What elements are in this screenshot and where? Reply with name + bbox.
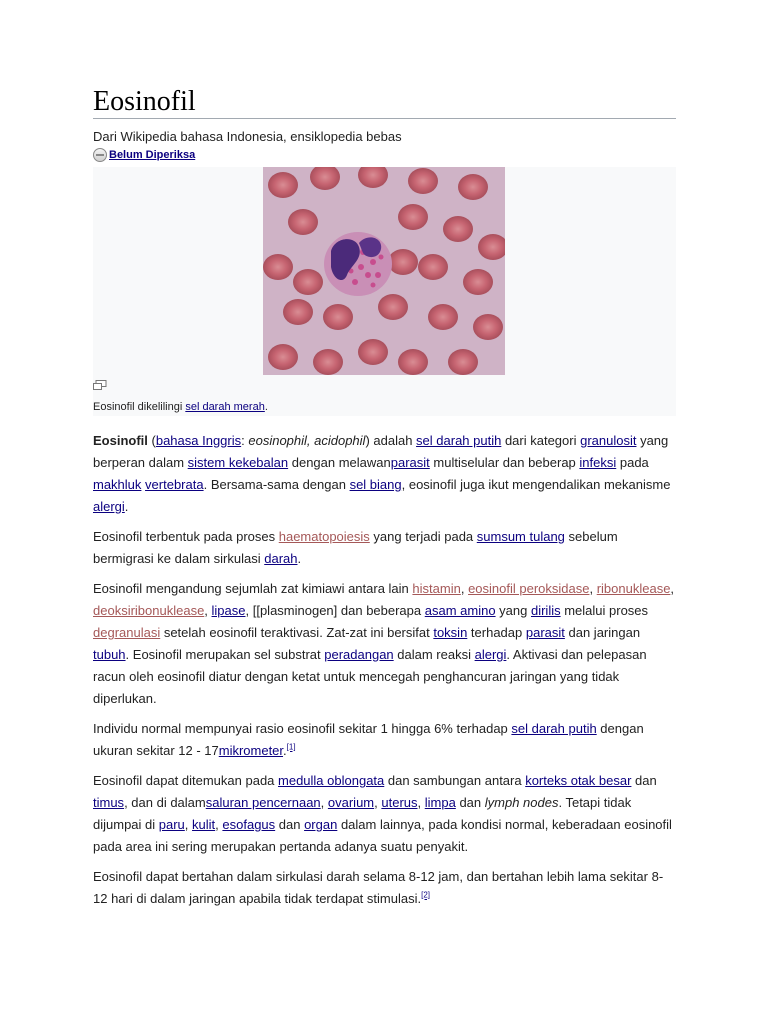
- text: .: [283, 743, 287, 758]
- link-saluran-pencernaan[interactable]: saluran pencernaan: [205, 795, 321, 810]
- red-blood-cell: [408, 168, 438, 194]
- link-lipase[interactable]: lipase: [211, 603, 246, 618]
- link-bahasa-inggris[interactable]: bahasa Inggris: [155, 433, 242, 448]
- term-italic: lymph nodes: [484, 795, 559, 810]
- text: ,: [670, 581, 675, 596]
- red-blood-cell: [358, 339, 388, 365]
- text: , eosinofil juga ikut mengendalikan mekanisme: [401, 477, 671, 492]
- link-toksin[interactable]: toksin: [433, 625, 468, 640]
- link-haematopoiesis[interactable]: haematopoiesis: [278, 529, 370, 544]
- text: ,: [417, 795, 425, 810]
- red-blood-cell: [268, 172, 298, 198]
- text: dalam reaksi: [393, 647, 475, 662]
- link-kulit[interactable]: kulit: [192, 817, 216, 832]
- caption-text: Eosinofil dikelilingi: [93, 401, 186, 413]
- red-blood-cell: [313, 349, 343, 375]
- text: dengan melawan: [288, 455, 391, 470]
- link-uterus[interactable]: uterus: [381, 795, 418, 810]
- article-body: [93, 430, 676, 910]
- link-limpa[interactable]: limpa: [424, 795, 456, 810]
- review-status-icon: [93, 148, 107, 162]
- link-peradangan[interactable]: peradangan: [324, 647, 394, 662]
- text: dan: [275, 817, 305, 832]
- link-dirilis[interactable]: dirilis: [530, 603, 561, 618]
- text: terhadap: [467, 625, 526, 640]
- text: ) adalah: [365, 433, 417, 448]
- site-tagline: Dari Wikipedia bahasa Indonesia, ensiklopedia bebas: [93, 129, 402, 144]
- link-parasit[interactable]: parasit: [525, 625, 565, 640]
- text: sebelum bermigrasi ke dalam sirkulasi: [93, 529, 618, 566]
- link-histamin[interactable]: histamin: [412, 581, 461, 596]
- text: dengan ukuran sekitar 12 - 17: [93, 721, 644, 758]
- text: . Tetapi tidak dijumpai di: [93, 795, 632, 832]
- link-sel-biang[interactable]: sel biang: [349, 477, 402, 492]
- text: Individu normal mempunyai rasio eosinofil sekitar 1 hingga 6% terhadap: [93, 721, 512, 736]
- red-blood-cell: [293, 269, 323, 295]
- text: ,: [215, 817, 223, 832]
- red-blood-cell: [283, 299, 313, 325]
- link-eosinofil-peroksidase[interactable]: eosinofil peroksidase: [468, 581, 590, 596]
- figure-box: [93, 167, 676, 416]
- term-bold: Eosinofil: [93, 433, 148, 448]
- red-blood-cell: [378, 294, 408, 320]
- text: .: [124, 499, 129, 514]
- paragraph-1: [93, 430, 676, 518]
- link-organ[interactable]: organ: [304, 817, 338, 832]
- reference-1[interactable]: [1]: [286, 742, 296, 752]
- link-alergi[interactable]: alergi: [474, 647, 507, 662]
- text: ,: [374, 795, 382, 810]
- paragraph-3: [93, 578, 676, 710]
- text: pada: [616, 455, 649, 470]
- red-blood-cell: [458, 174, 488, 200]
- paragraph-4: [93, 718, 676, 762]
- text: dan sambungan antara: [384, 773, 526, 788]
- enlarge-icon[interactable]: [93, 380, 107, 390]
- red-blood-cell: [448, 349, 478, 375]
- paragraph-5: [93, 770, 676, 858]
- text: yang: [495, 603, 531, 618]
- text: dan: [455, 795, 485, 810]
- link-korteks-otak-besar[interactable]: korteks otak besar: [525, 773, 632, 788]
- text: multiselular dan beberap: [429, 455, 580, 470]
- link-deoksiribonuklease[interactable]: deoksiribonuklease: [93, 603, 205, 618]
- red-blood-cell: [323, 304, 353, 330]
- red-blood-cell: [473, 314, 503, 340]
- link-paru[interactable]: paru: [158, 817, 185, 832]
- text: Eosinofil dapat bertahan dalam sirkulasi darah selama 8-12 jam, dan bertahan lebih lama sekitar 8-12 hari di dalam jaringan apabila tidak terdapat stimulasi.: [93, 869, 664, 906]
- link-parasit[interactable]: parasit: [390, 455, 430, 470]
- red-blood-cell: [443, 216, 473, 242]
- text: . Aktivasi dan pelepasan racun oleh eosinofil diatur dengan ketat untuk mencegah penghancuran jaringan yang tidak diperlukan.: [93, 647, 647, 706]
- link-ovarium[interactable]: ovarium: [327, 795, 375, 810]
- link-sistem-kekebalan[interactable]: sistem kekebalan: [187, 455, 289, 470]
- red-blood-cell: [463, 269, 493, 295]
- text: , dan di dalam: [124, 795, 206, 810]
- text: .: [297, 551, 302, 566]
- eosinophil-micrograph[interactable]: [263, 167, 505, 375]
- text: yang terjadi pada: [369, 529, 477, 544]
- link-infeksi[interactable]: infeksi: [579, 455, 617, 470]
- text: Eosinofil dapat ditemukan pada: [93, 773, 279, 788]
- red-blood-cell: [418, 254, 448, 280]
- link-sel-darah-putih[interactable]: sel darah putih: [416, 433, 502, 448]
- text: ,: [460, 581, 469, 596]
- text: setelah eosinofil teraktivasi. Zat-zat ini bersifat: [160, 625, 434, 640]
- red-blood-cell: [263, 254, 293, 280]
- caption-link-sel-darah-merah[interactable]: sel darah merah: [185, 401, 265, 413]
- article-content: [93, 86, 676, 918]
- red-blood-cell: [428, 304, 458, 330]
- text: melalui proses: [560, 603, 649, 618]
- text: , [[plasminogen] dan beberapa: [245, 603, 425, 618]
- link-alergi[interactable]: alergi: [93, 499, 125, 514]
- term-italic: eosinophil, acidophil: [248, 433, 366, 448]
- link-sel-darah-putih[interactable]: sel darah putih: [511, 721, 597, 736]
- figure-caption: [93, 401, 268, 413]
- link-makhluk[interactable]: makhluk: [93, 477, 142, 492]
- reference-2[interactable]: [2]: [421, 890, 430, 900]
- red-blood-cell: [288, 209, 318, 235]
- link-ribonuklease[interactable]: ribonuklease: [596, 581, 671, 596]
- text: ,: [204, 603, 212, 618]
- red-blood-cell: [398, 349, 428, 375]
- text: dalam lainnya, pada kondisi normal, keberadaan eosinofil pada area ini sering merupakan pertanda adanya suatu penyakit.: [93, 817, 672, 854]
- red-blood-cell: [388, 249, 418, 275]
- link-tubuh[interactable]: tubuh: [93, 647, 126, 662]
- text: ,: [184, 817, 193, 832]
- text: Eosinofil mengandung sejumlah zat kimiawi antara lain: [93, 581, 413, 596]
- link-medulla-oblongata[interactable]: medulla oblongata: [278, 773, 385, 788]
- review-status-link[interactable]: Belum Diperiksa: [109, 149, 196, 161]
- text: dan jaringan: [564, 625, 641, 640]
- link-darah[interactable]: darah: [264, 551, 298, 566]
- link-esofagus[interactable]: esofagus: [222, 817, 276, 832]
- text: dari kategori: [501, 433, 581, 448]
- link-asam-amino[interactable]: asam amino: [424, 603, 496, 618]
- text: . Bersama-sama dengan: [203, 477, 350, 492]
- link-granulosit[interactable]: granulosit: [580, 433, 637, 448]
- caption-end: .: [264, 401, 268, 413]
- link-vertebrata[interactable]: vertebrata: [145, 477, 204, 492]
- text: (: [147, 433, 156, 448]
- page-title: Eosinofil: [93, 86, 676, 119]
- link-degranulasi[interactable]: degranulasi: [93, 625, 161, 640]
- review-status: [93, 147, 676, 163]
- text: Eosinofil terbentuk pada proses: [93, 529, 279, 544]
- paragraph-6: [93, 866, 676, 910]
- link-timus[interactable]: timus: [93, 795, 125, 810]
- link-sumsum-tulang[interactable]: sumsum tulang: [476, 529, 565, 544]
- red-blood-cell: [398, 204, 428, 230]
- link-mikrometer[interactable]: mikrometer: [218, 743, 284, 758]
- text: . Eosinofil merupakan sel substrat: [125, 647, 325, 662]
- text: yang berperan dalam: [93, 433, 669, 470]
- text: :: [241, 433, 249, 448]
- paragraph-2: [93, 526, 676, 570]
- text: ,: [320, 795, 328, 810]
- text: ,: [589, 581, 597, 596]
- text: dan: [631, 773, 657, 788]
- red-blood-cell: [268, 344, 298, 370]
